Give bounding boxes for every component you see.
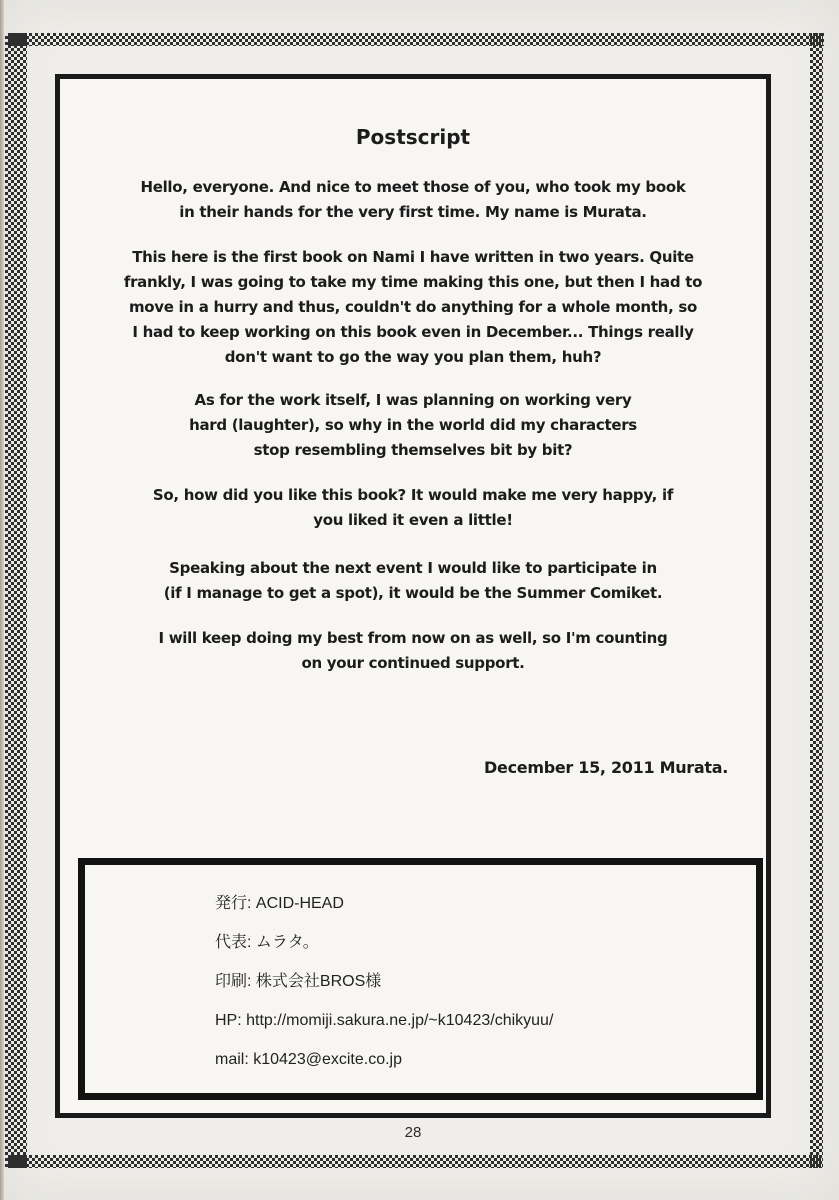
text-line: frankly, I was going to take my time making this one, but then I had to <box>123 273 703 291</box>
dotted-border-bottom <box>8 1155 821 1168</box>
postscript-frame <box>55 74 771 1118</box>
colophon-publisher: 発行: ACID-HEAD <box>215 895 344 912</box>
paragraph-next-event <box>60 556 766 606</box>
text-line: don't want to go the way you plan them, huh? <box>224 348 602 366</box>
dotted-border-right <box>810 33 823 1168</box>
text-line: in their hands for the very first time. My name is Murata. <box>179 203 647 221</box>
paragraph-greeting <box>60 175 766 225</box>
scan-edge-shadow <box>0 0 4 1200</box>
colophon-printer: 印刷: 株式会社BROS様 <box>215 973 382 990</box>
text-line: This here is the first book on Nami I have written in two years. Quite <box>132 248 694 266</box>
paragraph-work-itself <box>60 388 766 463</box>
text-line: Hello, everyone. And nice to meet those of you, who took my book <box>140 178 686 196</box>
page-title: Postscript <box>355 125 471 149</box>
paragraph-closing <box>60 626 766 676</box>
paragraph-feedback <box>60 483 766 533</box>
text-line: I will keep doing my best from now on as well, so I'm counting <box>158 629 668 647</box>
text-line: (if I manage to get a spot), it would be the Summer Comiket. <box>163 584 663 602</box>
date-signature: December 15, 2011 Murata. <box>484 758 728 777</box>
text-line: As for the work itself, I was planning on working very <box>194 391 632 409</box>
colophon-representative: 代表: ムラタ。 <box>215 934 319 951</box>
text-line: stop resembling themselves bit by bit? <box>253 441 573 459</box>
text-line: Speaking about the next event I would like to participate in <box>169 559 657 577</box>
colophon-box <box>78 858 763 1100</box>
colophon-homepage: HP: http://momiji.sakura.ne.jp/~k10423/chikyuu/ <box>215 1012 554 1029</box>
text-line: move in a hurry and thus, couldn't do anything for a whole month, so <box>128 298 698 316</box>
paragraph-book-history <box>60 245 766 370</box>
text-line: on your continued support. <box>301 654 525 672</box>
page-number: 28 <box>404 1124 422 1141</box>
text-line: hard (laughter), so why in the world did my characters <box>189 416 637 434</box>
text-line: you liked it even a little! <box>313 511 513 529</box>
dotted-border-top <box>8 33 824 46</box>
text-line: I had to keep working on this book even in December... Things really <box>132 323 694 341</box>
dotted-border-left <box>5 33 27 1168</box>
colophon-mail: mail: k10423@excite.co.jp <box>215 1051 402 1068</box>
text-line: So, how did you like this book? It would make me very happy, if <box>152 486 674 504</box>
